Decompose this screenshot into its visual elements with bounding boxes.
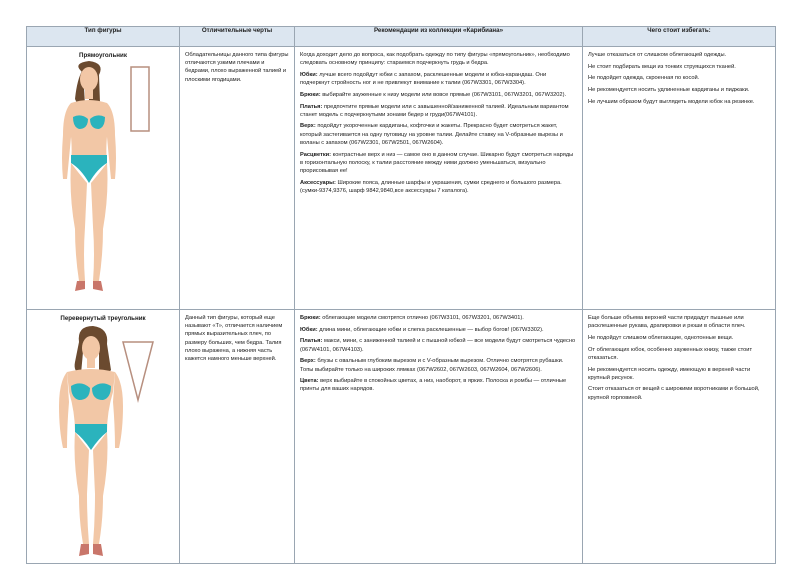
recommendations-list [295, 47, 582, 195]
recommendation-item [300, 377, 577, 393]
recommendation-item [300, 357, 577, 373]
avoid-item: Не рекомендуется носить удлиненные кардиганы и пиджаки. [588, 87, 750, 94]
avoid-list [583, 47, 775, 106]
inverted-triangle-shape-icon [123, 342, 153, 400]
recommendation-label: Платья: [300, 338, 323, 345]
shape-title: Прямоугольник [79, 52, 127, 59]
recommendation-label: Верх: [300, 123, 316, 130]
avoid-list [583, 310, 775, 402]
woman-figure-icon [27, 59, 179, 295]
header-shape: Тип фигуры [27, 27, 180, 47]
table-row [27, 47, 776, 310]
recommendation-label: Расцветки: [300, 151, 332, 158]
recommendation-text: макси, мини, с заниженной талией и с пышной юбкой — все модели будут смотреться чудесно (067W4101, 067W4103). [300, 338, 576, 353]
avoid-cell [583, 310, 776, 564]
recommendation-item [300, 51, 577, 67]
recommendation-label: Брюки: [300, 91, 321, 98]
avoid-item: Стоит отказаться от вещей с широкими воротниками и большой, крупной горловиной. [588, 386, 760, 401]
recommendation-item [300, 179, 577, 195]
header-features: Отличительные черты [180, 27, 295, 47]
recommendation-text: контрастные верх и низ — самое оно в данном случае. Шикарно будут смотреться наряды в горизонтальную полоску, к талии расстояние между ними должно уменьшаться, визуально прорисовывая ее! [300, 151, 574, 174]
avoid-item: От облегающих юбок, особенно зауженных книзу, также стоит отказаться. [588, 346, 753, 361]
recommendations-list [295, 310, 582, 394]
recommendation-text: длина мини, облегающие юбки и слегка расклешенные — выбор богов! (067W3302). [317, 326, 544, 333]
features-text: Обладательницы данного типа фигуры отличаются узкими плечами и бедрами, плохо выраженной талией и плоскими ягодицами. [185, 52, 289, 83]
avoid-cell [583, 47, 776, 310]
recommendation-item [300, 151, 577, 176]
avoid-item: Лучше отказаться от слишком облегающей одежды. [588, 52, 727, 58]
figure-illustration [27, 59, 179, 295]
recommendation-item [300, 91, 577, 99]
avoid-item: Не подойдет одежда, скроенная по косой. [588, 75, 700, 82]
recommendation-label: Цвета: [300, 378, 319, 385]
recommendation-label: Юбки: [300, 71, 318, 78]
recommendation-label: Брюки: [300, 315, 321, 321]
recommendation-label: Аксессуары: [300, 179, 336, 186]
recommendation-item [300, 337, 577, 353]
features-cell [180, 47, 295, 310]
recommendation-label: Верх: [300, 358, 316, 365]
recommendation-item [300, 314, 577, 322]
recommendation-text: верх выбирайте в спокойных цветах, а низ, наоборот, в ярких. Полоска и ромбы — отличные принты для ваших нарядов. [300, 378, 567, 393]
header-row [27, 27, 776, 47]
avoid-item: Еще больше объема верхней части придадут пышные или расклешенные рукава, драпировки и рюши в области плеч. [588, 315, 746, 330]
recommendation-text: лучше всего подойдут юбки с запахом, расклешенные модели и юбка-карандаш. Они подчеркнут стройность ног и не привлекут внимание к талии (067W3301, 067W3304). [300, 71, 547, 87]
recommendation-label: Юбки: [300, 326, 318, 333]
shape-cell [27, 47, 180, 310]
recommendation-item [300, 103, 577, 119]
woman-figure-icon [27, 322, 179, 560]
recommendation-text: блузы с овальным глубоким вырезом и с V-образным вырезом. Отлично смотрятся рубашки. Топы выбирайте только на широких лямках (067W2602, 067W2603, 067W2604, 067W2606). [300, 358, 564, 373]
recommendation-text: Широкие пояса, длинные шарфы и украшения, сумки среднего и большого размера. (сумки-9374,9376, шарф 9842,9840,все аксессуары 7 каталога). [300, 179, 562, 194]
header-recommendations: Рекомендации из коллекции «Карибиана» [295, 27, 583, 47]
avoid-item: Не лучшим образом будут выглядеть модели юбок на резинке. [588, 98, 755, 105]
recommendation-text: подойдут укороченные кардиганы, кофточки и жакеты. Прекрасно будет смотреться жакет, который застегивается на одну пуговицу на уровне талии. Делайте ставку на V-образные вырезы и воланы с запахом (067W2301, 067W2501, 067W2604). [300, 123, 563, 146]
avoid-item: Не подойдут слишком облегающие, однотонные вещи. [588, 334, 734, 341]
recommendations-cell [295, 47, 583, 310]
shape-cell [27, 310, 180, 564]
avoid-item: Не рекомендуется носить одежду, имеющую в верхней части крупный рисунок. [588, 366, 751, 381]
recommendation-text: предпочтите прямые модели или с завышенной/заниженной талией. Идеальным вариантом станет модель с подчеркнутыми зонами бедер и груди(067W4101). [300, 103, 569, 118]
recommendation-label: Платья: [300, 103, 323, 110]
recommendation-item [300, 326, 577, 334]
figure-type-table [26, 26, 776, 564]
recommendation-text: выбирайте зауженные к низу модели или вовсе прямые (067W3101, 067W3201, 067W3202). [320, 91, 567, 98]
recommendation-text: облегающие модели смотрятся отлично (067W3101, 067W3201, 067W3401). [320, 315, 524, 321]
features-cell [180, 310, 295, 564]
shape-title: Перевернутый треугольник [60, 315, 146, 322]
header-avoid: Чего стоит избегать: [583, 27, 776, 47]
features-text: Данный тип фигуры, который еще называют «Т», отличается наличием прямых выразительных плеч, по размеру больших, чем бедра. Талия плохо выражена, а нижняя часть кажется намного меньше верхней. [185, 315, 283, 363]
figure-illustration [27, 322, 179, 560]
rectangle-shape-icon [131, 67, 149, 131]
recommendation-item [300, 71, 577, 87]
avoid-item: Не стоит подбирать вещи из тонких струящихся тканей. [588, 63, 736, 70]
recommendation-text: Когда доходит дело до вопроса, как подобрать одежду по типу фигуры «прямоугольник», необходимо следовать основному принципу: стараемся подчеркнуть грудь и бедра. [300, 52, 570, 67]
recommendations-cell [295, 310, 583, 564]
table-row [27, 310, 776, 564]
recommendation-item [300, 122, 577, 147]
